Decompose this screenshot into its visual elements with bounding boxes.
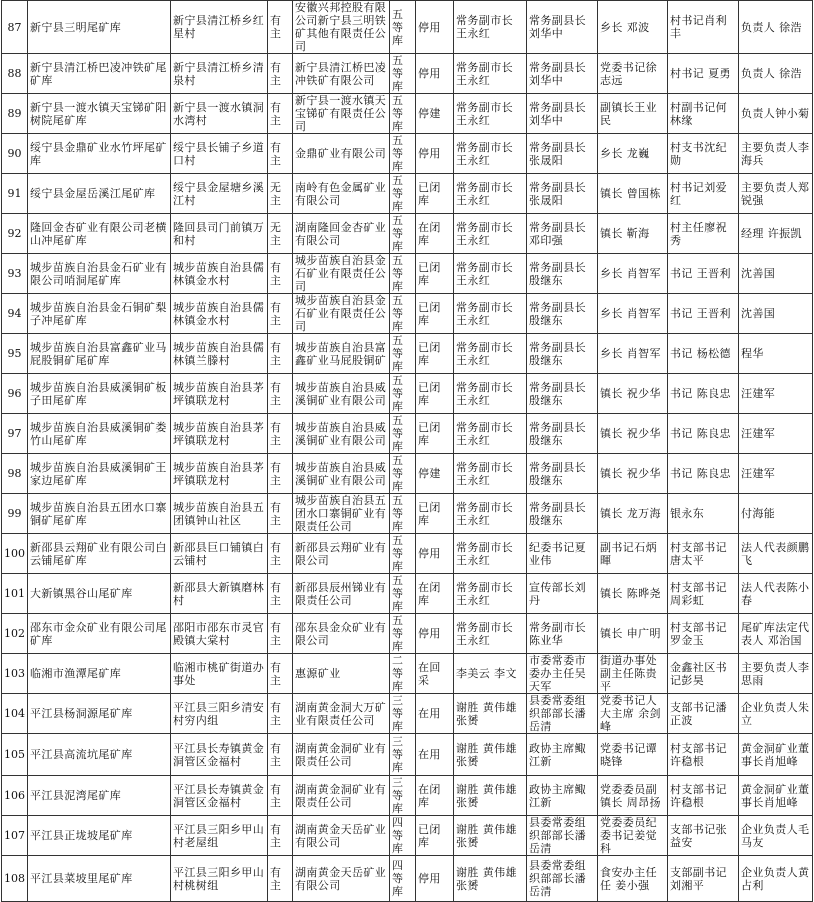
- enterprise-leader-cell: 法人代表颜鹏飞: [739, 534, 813, 574]
- grade-cell: 五等库: [390, 414, 416, 454]
- grade-cell: 二等库: [390, 654, 416, 694]
- owner-company-cell: 安徽兴邦控股有限公司新宁县三明铁矿其他有限责任公司: [293, 1, 390, 54]
- village-leader-cell: 书记 王晋利: [668, 254, 739, 294]
- table-row: [2, 334, 813, 374]
- township-leader-cell: 街道办事处副主任陈贵平: [598, 654, 668, 694]
- table-row: [2, 294, 813, 334]
- location-cell: 新宁县清江桥乡红星村: [171, 1, 268, 54]
- row-number-cell: 102: [2, 614, 28, 654]
- city-leader-cell: 常务副市长王永红: [454, 614, 527, 654]
- city-leader-cell: 常务副市长王永红: [454, 134, 527, 174]
- status-cell: 停用: [416, 54, 454, 94]
- location-cell: 新邵县巨口铺镇白云铺村: [171, 534, 268, 574]
- status-cell: 停用: [416, 134, 454, 174]
- status-cell: 已闭库: [416, 374, 454, 414]
- grade-cell: 三等库: [390, 776, 416, 816]
- county-leader-cell: 宣传部长刘丹: [527, 574, 598, 614]
- location-cell: 城步苗族自治县茅坪镇联龙村: [171, 374, 268, 414]
- county-leader-cell: 常务副县长殷继东: [527, 334, 598, 374]
- grade-cell: 五等库: [390, 174, 416, 214]
- city-leader-cell: 常务副市长王永红: [454, 214, 527, 254]
- village-leader-cell: 银永东: [668, 494, 739, 534]
- status-cell: 停用: [416, 856, 454, 902]
- grade-cell: 三等库: [390, 734, 416, 776]
- table-row: [2, 694, 813, 734]
- location-cell: 新邵县大新镇磨林村: [171, 574, 268, 614]
- city-leader-cell: 常务副市长王永红: [454, 334, 527, 374]
- owner-company-cell: 城步苗族自治县威溪铜矿业有限公司: [293, 374, 390, 414]
- ownership-status-cell: 有主: [268, 534, 293, 574]
- row-number-cell: 91: [2, 174, 28, 214]
- table-row: [2, 734, 813, 776]
- township-leader-cell: 镇长 祝少华: [598, 414, 668, 454]
- village-leader-cell: 村书记刘爱红: [668, 174, 739, 214]
- owner-company-cell: 湖南黄金洞大万矿业有限责任公司: [293, 694, 390, 734]
- status-cell: 停建: [416, 94, 454, 134]
- ownership-status-cell: 有主: [268, 734, 293, 776]
- owner-company-cell: 湖南黄金天岳矿业有限公司: [293, 816, 390, 856]
- enterprise-leader-cell: 负责人 徐浩: [739, 54, 813, 94]
- county-leader-cell: 常务副县长殷继东: [527, 454, 598, 494]
- ownership-status-cell: 有主: [268, 294, 293, 334]
- owner-company-cell: 南岭有色金属矿业有限公司: [293, 174, 390, 214]
- status-cell: 已闭库: [416, 494, 454, 534]
- ownership-status-cell: 有主: [268, 1, 293, 54]
- status-cell: 在回采: [416, 654, 454, 694]
- reservoir-name-cell: 平江县泥湾尾矿库: [28, 776, 171, 816]
- status-cell: 已闭库: [416, 816, 454, 856]
- location-cell: 邵阳市邵东市灵官殿镇大棠村: [171, 614, 268, 654]
- status-cell: 在闭库: [416, 574, 454, 614]
- row-number-cell: 100: [2, 534, 28, 574]
- grade-cell: 五等库: [390, 454, 416, 494]
- ownership-status-cell: 有主: [268, 134, 293, 174]
- grade-cell: 五等库: [390, 134, 416, 174]
- owner-company-cell: 城步苗族自治县富鑫矿业马屁股铜矿: [293, 334, 390, 374]
- village-leader-cell: 村书记肖利丰: [668, 1, 739, 54]
- reservoir-name-cell: 大新镇黑谷山尾矿库: [28, 574, 171, 614]
- row-number-cell: 92: [2, 214, 28, 254]
- location-cell: 平江县三阳乡清安村穷内组: [171, 694, 268, 734]
- village-leader-cell: 书记 陈良忠: [668, 374, 739, 414]
- ownership-status-cell: 有主: [268, 776, 293, 816]
- status-cell: 在用: [416, 694, 454, 734]
- status-cell: 已闭库: [416, 254, 454, 294]
- tailings-table: [1, 0, 813, 902]
- county-leader-cell: 政协主席鲰江新: [527, 734, 598, 776]
- table-row: [2, 214, 813, 254]
- location-cell: 城步苗族自治县儒林镇兰滕村: [171, 334, 268, 374]
- city-leader-cell: 常务副市长王永红: [454, 494, 527, 534]
- row-number-cell: 107: [2, 816, 28, 856]
- location-cell: 隆回县司门前镇万和村: [171, 214, 268, 254]
- row-number-cell: 103: [2, 654, 28, 694]
- owner-company-cell: 城步苗族自治县威溪铜矿业有限公司: [293, 414, 390, 454]
- county-leader-cell: 常务副县长邓印强: [527, 214, 598, 254]
- township-leader-cell: 党委委员副镇长 周昂扬: [598, 776, 668, 816]
- county-leader-cell: 常务副县长殷继东: [527, 494, 598, 534]
- enterprise-leader-cell: 企业负责人毛马友: [739, 816, 813, 856]
- ownership-status-cell: 有主: [268, 574, 293, 614]
- enterprise-leader-cell: 汪建军: [739, 374, 813, 414]
- county-leader-cell: 常务副县长刘华中: [527, 54, 598, 94]
- status-cell: 已闭库: [416, 414, 454, 454]
- row-number-cell: 87: [2, 1, 28, 54]
- village-leader-cell: 支部书记潘正波: [668, 694, 739, 734]
- owner-company-cell: 城步苗族自治县金石矿业有限责任公司: [293, 254, 390, 294]
- location-cell: 绥宁县金屋塘乡溪江村: [171, 174, 268, 214]
- reservoir-name-cell: 城步苗族自治县威溪铜矿娄竹山尾矿库: [28, 414, 171, 454]
- table-row: [2, 1, 813, 54]
- county-leader-cell: 常务副县长刘华中: [527, 1, 598, 54]
- row-number-cell: 106: [2, 776, 28, 816]
- county-leader-cell: 县委常委组织部部长潘岳清: [527, 856, 598, 902]
- reservoir-name-cell: 新宁县一渡水镇天宝锑矿阳树院尾矿库: [28, 94, 171, 134]
- township-leader-cell: 副镇长王业民: [598, 94, 668, 134]
- row-number-cell: 95: [2, 334, 28, 374]
- county-leader-cell: 常务副县长殷继东: [527, 414, 598, 454]
- table-row: [2, 94, 813, 134]
- table-row: [2, 494, 813, 534]
- grade-cell: 三等库: [390, 694, 416, 734]
- enterprise-leader-cell: 负责人钟小菊: [739, 94, 813, 134]
- enterprise-leader-cell: 汪建军: [739, 454, 813, 494]
- city-leader-cell: 常务副市长王永红: [454, 174, 527, 214]
- reservoir-name-cell: 平江县杨洞源尾矿库: [28, 694, 171, 734]
- city-leader-cell: 常务副市长王永红: [454, 414, 527, 454]
- row-number-cell: 99: [2, 494, 28, 534]
- ownership-status-cell: 有主: [268, 54, 293, 94]
- ownership-status-cell: 有主: [268, 816, 293, 856]
- ownership-status-cell: 有主: [268, 654, 293, 694]
- county-leader-cell: 常务副县长刘华中: [527, 94, 598, 134]
- table-row: [2, 414, 813, 454]
- enterprise-leader-cell: 企业负责人黄占利: [739, 856, 813, 902]
- owner-company-cell: 新宁县一渡水镇天宝锑矿有限责任公司: [293, 94, 390, 134]
- table-row: [2, 816, 813, 856]
- reservoir-name-cell: 城步苗族自治县威溪铜矿王家边尾矿库: [28, 454, 171, 494]
- reservoir-name-cell: 新邵县云翔矿业有限公司白云铺尾矿库: [28, 534, 171, 574]
- township-leader-cell: 镇长 祝少华: [598, 374, 668, 414]
- grade-cell: 五等库: [390, 94, 416, 134]
- county-leader-cell: 常务副市长陈业华: [527, 614, 598, 654]
- village-leader-cell: 村主任廖祝秀: [668, 214, 739, 254]
- township-leader-cell: 镇长 陈晔尧: [598, 574, 668, 614]
- owner-company-cell: 湖南黄金洞矿业有限责任公司: [293, 776, 390, 816]
- reservoir-name-cell: 城步苗族自治县富鑫矿业马屁股铜矿尾矿库: [28, 334, 171, 374]
- grade-cell: 四等库: [390, 816, 416, 856]
- enterprise-leader-cell: 企业负责人朱立: [739, 694, 813, 734]
- township-leader-cell: 镇长 曾国栋: [598, 174, 668, 214]
- village-leader-cell: 村支部书记罗金玉: [668, 614, 739, 654]
- city-leader-cell: 谢胜 黄伟雄张赟: [454, 776, 527, 816]
- township-leader-cell: 副书记石炳暉: [598, 534, 668, 574]
- row-number-cell: 104: [2, 694, 28, 734]
- owner-company-cell: 邵东县金众矿业有限公司: [293, 614, 390, 654]
- city-leader-cell: 常务副市长王永红: [454, 94, 527, 134]
- status-cell: 在用: [416, 734, 454, 776]
- row-number-cell: 89: [2, 94, 28, 134]
- county-leader-cell: 纪委书记夏业伟: [527, 534, 598, 574]
- status-cell: 停用: [416, 534, 454, 574]
- location-cell: 城步苗族自治县儒林镇金水村: [171, 294, 268, 334]
- location-cell: 平江县长寿镇黄金洞管区金福村: [171, 734, 268, 776]
- enterprise-leader-cell: 主要负责人郑锐强: [739, 174, 813, 214]
- city-leader-cell: 谢胜 黄伟雄张赟: [454, 734, 527, 776]
- table-row: [2, 534, 813, 574]
- ownership-status-cell: 有主: [268, 856, 293, 902]
- city-leader-cell: 常务副市长王永红: [454, 374, 527, 414]
- table-row: [2, 54, 813, 94]
- location-cell: 平江县三阳乡甲山村老屋组: [171, 816, 268, 856]
- status-cell: 已闭库: [416, 334, 454, 374]
- table-row: [2, 254, 813, 294]
- township-leader-cell: 乡长 肖智军: [598, 254, 668, 294]
- table-row: [2, 134, 813, 174]
- reservoir-name-cell: 平江县高流坑尾矿库: [28, 734, 171, 776]
- enterprise-leader-cell: 黄金洞矿业董事长肖旭峰: [739, 734, 813, 776]
- village-leader-cell: 村支部书记唐太平: [668, 534, 739, 574]
- reservoir-name-cell: 城步苗族自治县金石矿业有限公司哨洞尾矿库: [28, 254, 171, 294]
- reservoir-name-cell: 平江县正垅坡尾矿库: [28, 816, 171, 856]
- village-leader-cell: 村支部书记许稳根: [668, 776, 739, 816]
- enterprise-leader-cell: 尾矿库法定代表人 邓治国: [739, 614, 813, 654]
- row-number-cell: 108: [2, 856, 28, 902]
- location-cell: 新宁县一渡水镇洞水湾村: [171, 94, 268, 134]
- enterprise-leader-cell: 沈善国: [739, 294, 813, 334]
- city-leader-cell: 常务副市长王永红: [454, 454, 527, 494]
- reservoir-name-cell: 新宁县三明尾矿库: [28, 1, 171, 54]
- grade-cell: 五等库: [390, 374, 416, 414]
- village-leader-cell: 金鑫社区书记彭昊: [668, 654, 739, 694]
- village-leader-cell: 村书记 夏勇: [668, 54, 739, 94]
- owner-company-cell: 惠源矿业: [293, 654, 390, 694]
- location-cell: 平江县三阳乡甲山村桃树组: [171, 856, 268, 902]
- ownership-status-cell: 有主: [268, 454, 293, 494]
- grade-cell: 五等库: [390, 494, 416, 534]
- township-leader-cell: 镇长 申广明: [598, 614, 668, 654]
- ownership-status-cell: 无主: [268, 174, 293, 214]
- location-cell: 城步苗族自治县儒林镇金水村: [171, 254, 268, 294]
- reservoir-name-cell: 城步苗族自治县威溪铜矿板子田尾矿库: [28, 374, 171, 414]
- owner-company-cell: 湖南黄金天岳矿业有限公司: [293, 856, 390, 902]
- city-leader-cell: 常务副市长王永红: [454, 1, 527, 54]
- grade-cell: 五等库: [390, 614, 416, 654]
- township-leader-cell: 镇长 龙万海: [598, 494, 668, 534]
- owner-company-cell: 新邵县辰州锑业有限责任公司: [293, 574, 390, 614]
- table-row: [2, 574, 813, 614]
- status-cell: 已闭库: [416, 174, 454, 214]
- county-leader-cell: 常务副县长张晟阳: [527, 134, 598, 174]
- row-number-cell: 96: [2, 374, 28, 414]
- enterprise-leader-cell: 付海能: [739, 494, 813, 534]
- county-leader-cell: 常务副县长张晟阳: [527, 174, 598, 214]
- grade-cell: 五等库: [390, 54, 416, 94]
- reservoir-name-cell: 城步苗族自治县五团水口寨铜矿尾矿库: [28, 494, 171, 534]
- grade-cell: 五等库: [390, 294, 416, 334]
- village-leader-cell: 村副书记何林缘: [668, 94, 739, 134]
- county-leader-cell: 常务副县长殷继东: [527, 254, 598, 294]
- status-cell: 停用: [416, 1, 454, 54]
- table-row: [2, 654, 813, 694]
- table-body: [2, 1, 813, 902]
- city-leader-cell: 常务副市长王永红: [454, 534, 527, 574]
- status-cell: 停建: [416, 454, 454, 494]
- location-cell: 绥宁县长铺子乡道口村: [171, 134, 268, 174]
- location-cell: 城步苗族自治县茅坪镇联龙村: [171, 414, 268, 454]
- county-leader-cell: 政协主席鲰江新: [527, 776, 598, 816]
- status-cell: 停用: [416, 614, 454, 654]
- location-cell: 平江县长寿镇黄金洞管区金福村: [171, 776, 268, 816]
- ownership-status-cell: 有主: [268, 94, 293, 134]
- row-number-cell: 105: [2, 734, 28, 776]
- grade-cell: 五等库: [390, 534, 416, 574]
- owner-company-cell: 金鼎矿业有限公司: [293, 134, 390, 174]
- grade-cell: 五等库: [390, 214, 416, 254]
- grade-cell: 五等库: [390, 334, 416, 374]
- village-leader-cell: 支部书记张益安: [668, 816, 739, 856]
- grade-cell: 五等库: [390, 574, 416, 614]
- enterprise-leader-cell: 法人代表陈小春: [739, 574, 813, 614]
- table-row: [2, 374, 813, 414]
- reservoir-name-cell: 绥宁县金鼎矿业水竹坪尾矿库: [28, 134, 171, 174]
- row-number-cell: 98: [2, 454, 28, 494]
- city-leader-cell: 常务副市长王永红: [454, 294, 527, 334]
- enterprise-leader-cell: 程华: [739, 334, 813, 374]
- location-cell: 城步苗族自治县五团镇钟山社区: [171, 494, 268, 534]
- owner-company-cell: 湖南黄金洞矿业有限责任公司: [293, 734, 390, 776]
- city-leader-cell: 谢胜 黄伟雄张赟: [454, 816, 527, 856]
- township-leader-cell: 党委书记人大主席 余剑峰: [598, 694, 668, 734]
- ownership-status-cell: 有主: [268, 614, 293, 654]
- enterprise-leader-cell: 黄金洞矿业董事长肖旭峰: [739, 776, 813, 816]
- village-leader-cell: 支部副书记刘湘平: [668, 856, 739, 902]
- table-row: [2, 614, 813, 654]
- county-leader-cell: 常务副县长殷继东: [527, 294, 598, 334]
- row-number-cell: 97: [2, 414, 28, 454]
- township-leader-cell: 乡长 肖智军: [598, 334, 668, 374]
- reservoir-name-cell: 绥宁县金屋岳溪江尾矿库: [28, 174, 171, 214]
- ownership-status-cell: 有主: [268, 414, 293, 454]
- ownership-status-cell: 有主: [268, 374, 293, 414]
- owner-company-cell: 城步苗族自治县五团水口寨铜矿业有限责任公司: [293, 494, 390, 534]
- city-leader-cell: 常务副市长王永红: [454, 574, 527, 614]
- table-row: [2, 174, 813, 214]
- ownership-status-cell: 有主: [268, 494, 293, 534]
- enterprise-leader-cell: 沈善国: [739, 254, 813, 294]
- row-number-cell: 93: [2, 254, 28, 294]
- city-leader-cell: 谢胜 黄伟雄张赟: [454, 856, 527, 902]
- city-leader-cell: 常务副市长王永红: [454, 54, 527, 94]
- village-leader-cell: 书记 陈良忠: [668, 454, 739, 494]
- village-leader-cell: 书记 王晋利: [668, 294, 739, 334]
- location-cell: 新宁县清江桥乡清泉村: [171, 54, 268, 94]
- enterprise-leader-cell: 负责人 徐浩: [739, 1, 813, 54]
- enterprise-leader-cell: 经理 许振凯: [739, 214, 813, 254]
- status-cell: 在闭库: [416, 776, 454, 816]
- location-cell: 临湘市桃矿街道办事处: [171, 654, 268, 694]
- county-leader-cell: 市委常委市委办主任吴天军: [527, 654, 598, 694]
- township-leader-cell: 党委委员纪委书记姜觉科: [598, 816, 668, 856]
- township-leader-cell: 镇长 祝少华: [598, 454, 668, 494]
- ownership-status-cell: 无主: [268, 214, 293, 254]
- township-leader-cell: 镇长 靳海: [598, 214, 668, 254]
- table-row: [2, 454, 813, 494]
- township-leader-cell: 党委书记谭晓锋: [598, 734, 668, 776]
- county-leader-cell: 县委常委组织部部长潘岳清: [527, 694, 598, 734]
- county-leader-cell: 县委常委组织部部长潘岳清: [527, 816, 598, 856]
- township-leader-cell: 党委书记徐志远: [598, 54, 668, 94]
- reservoir-name-cell: 隆回金杏矿业有限公司老横山冲尾矿库: [28, 214, 171, 254]
- village-leader-cell: 书记 陈良忠: [668, 414, 739, 454]
- row-number-cell: 101: [2, 574, 28, 614]
- row-number-cell: 88: [2, 54, 28, 94]
- enterprise-leader-cell: 汪建军: [739, 414, 813, 454]
- city-leader-cell: 李美云 李文: [454, 654, 527, 694]
- township-leader-cell: 乡长 肖智军: [598, 294, 668, 334]
- village-leader-cell: 书记 杨松德: [668, 334, 739, 374]
- owner-company-cell: 新邵县云翔矿业有限公司: [293, 534, 390, 574]
- owner-company-cell: 城步苗族自治县威溪铜矿业有限公司: [293, 454, 390, 494]
- reservoir-name-cell: 邵东市金众矿业有限公司尾矿库: [28, 614, 171, 654]
- enterprise-leader-cell: 主要负责人李海兵: [739, 134, 813, 174]
- reservoir-name-cell: 城步苗族自治县金石铜矿梨子冲尾矿库: [28, 294, 171, 334]
- village-leader-cell: 村支书沈纪勋: [668, 134, 739, 174]
- reservoir-name-cell: 平江县菜坡里尾矿库: [28, 856, 171, 902]
- reservoir-name-cell: 临湘市渔潭尾矿库: [28, 654, 171, 694]
- owner-company-cell: 湖南隆回金杏矿业有限公司: [293, 214, 390, 254]
- ownership-status-cell: 有主: [268, 334, 293, 374]
- grade-cell: 五等库: [390, 1, 416, 54]
- owner-company-cell: 城步苗族自治县金石矿业有限责任公司: [293, 294, 390, 334]
- row-number-cell: 90: [2, 134, 28, 174]
- ownership-status-cell: 有主: [268, 254, 293, 294]
- township-leader-cell: 食安办主任任 姜小强: [598, 856, 668, 902]
- county-leader-cell: 常务副县长殷继东: [527, 374, 598, 414]
- grade-cell: 四等库: [390, 856, 416, 902]
- township-leader-cell: 乡长 龙巍: [598, 134, 668, 174]
- village-leader-cell: 村支部书记许稳根: [668, 734, 739, 776]
- township-leader-cell: 乡长 邓波: [598, 1, 668, 54]
- status-cell: 已闭库: [416, 294, 454, 334]
- village-leader-cell: 村支部书记周彩虹: [668, 574, 739, 614]
- city-leader-cell: 谢胜 黄伟雄张赟: [454, 694, 527, 734]
- reservoir-name-cell: 新宁县清江桥巴凌冲铁矿尾矿库: [28, 54, 171, 94]
- location-cell: 城步苗族自治县茅坪镇联龙村: [171, 454, 268, 494]
- row-number-cell: 94: [2, 294, 28, 334]
- owner-company-cell: 新宁县清江桥巴凌冲铁矿有限公司: [293, 54, 390, 94]
- table-row: [2, 776, 813, 816]
- status-cell: 在闭库: [416, 214, 454, 254]
- enterprise-leader-cell: 主要负责人李思雨: [739, 654, 813, 694]
- city-leader-cell: 常务副市长王永红: [454, 254, 527, 294]
- ownership-status-cell: 有主: [268, 694, 293, 734]
- table-row: [2, 856, 813, 902]
- grade-cell: 五等库: [390, 254, 416, 294]
